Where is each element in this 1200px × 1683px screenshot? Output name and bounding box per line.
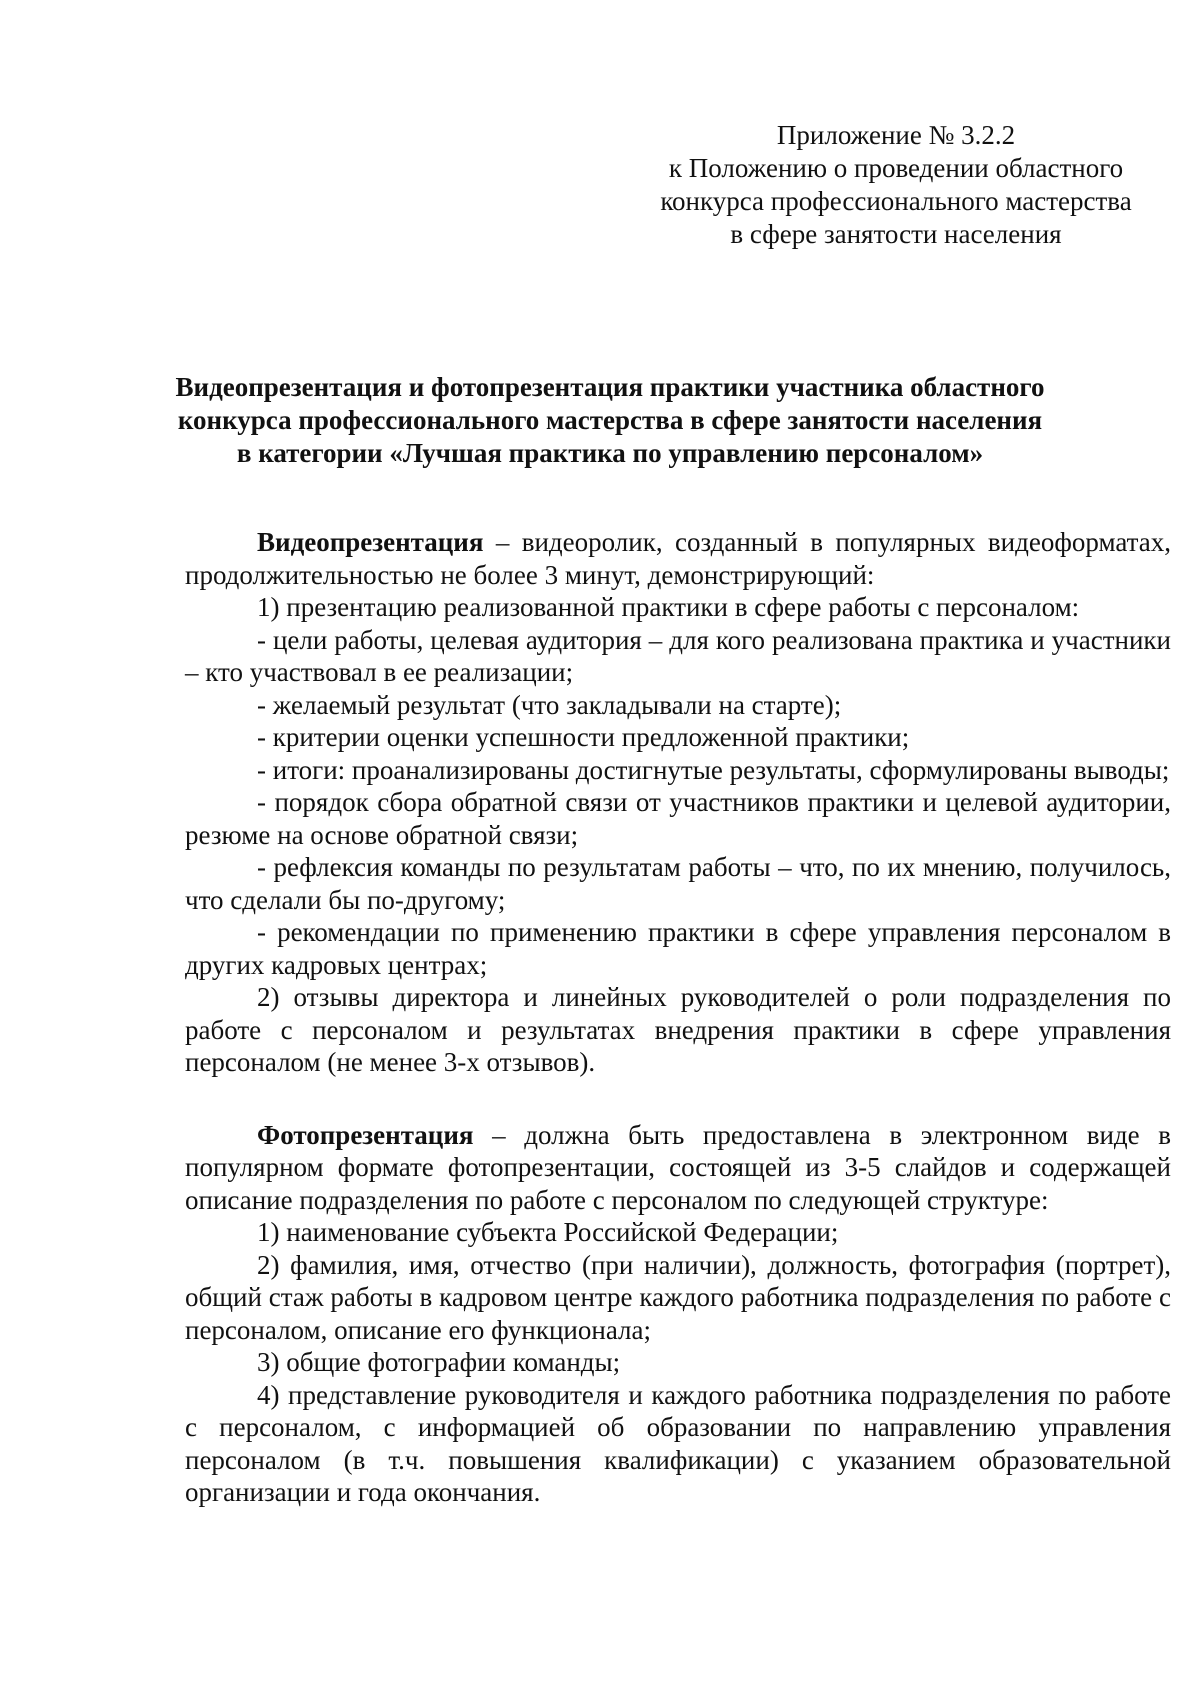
title-line: в категории «Лучшая практика по управлению персоналом» <box>236 438 984 468</box>
video-subitem-goals: - цели работы, целевая аудитория – для кого реализована практика и участники – кто участвовал в ее реализации; <box>185 624 1171 687</box>
photo-item-4: 4) представление руководителя и каждого работника подразделения по работе с персоналом, с информацией об образовании по направлению управления персоналом (в т.ч. повышения квалификации) с указанием образовательной организации и года окончания. <box>185 1379 1171 1507</box>
video-presentation-intro: – видеоролик, созданный в популярных видеоформатах, продолжительностью не более 3 минут, демонстрирующий: <box>185 527 1171 590</box>
title-line: конкурса профессионального мастерства в сфере занятости населения <box>177 405 1043 435</box>
section-spacer <box>185 1079 1171 1119</box>
appendix-reference-line: к Положению о проведении областного <box>668 153 1124 183</box>
appendix-reference-line: в сфере занятости населения <box>730 219 1062 249</box>
photo-presentation-intro: – должна быть предоставлена в электронном виде в популярном формате фотопрезентации, состоящей из 3-5 слайдов и содержащей описание подразделения по работе с персоналом по следующей структуре: <box>185 1119 1171 1215</box>
video-presentation-term: Видеопрезентация <box>257 527 484 557</box>
video-subitem-result: - желаемый результат (что закладывали на старте); <box>257 689 842 720</box>
document-title <box>150 371 1070 470</box>
video-item-1: 1) презентацию реализованной практики в сфере работы с персоналом: <box>257 592 1080 622</box>
appendix-reference-line: конкурса профессионального мастерства <box>660 186 1132 216</box>
photo-item-2: 2) фамилия, имя, отчество (при наличии), должность, фотография (портрет), общий стаж работы в кадровом центре каждого работника подразделения по работе с персоналом, описание его функционала; <box>185 1249 1171 1345</box>
title-line: Видеопрезентация и фотопрезентация практики участника областного <box>175 372 1045 402</box>
video-subitem-outcomes: - итоги: проанализированы достигнутые результаты, сформулированы выводы; <box>257 754 1170 785</box>
video-subitem-reflection: - рефлексия команды по результатам работы – что, по их мнению, получилось, что сделали бы по-другому; <box>185 852 1171 915</box>
document-body <box>185 526 1171 1509</box>
photo-presentation-term: Фотопрезентация <box>257 1119 474 1150</box>
photo-presentation-paragraph <box>185 1119 1171 1217</box>
video-item-2: 2) отзывы директора и линейных руководителей о роли подразделения по работе с персоналом и результатах внедрения практики в сфере управления персоналом (не менее 3-х отзывов). <box>185 982 1171 1077</box>
video-subitem-recommendations: - рекомендации по применению практики в сфере управления персоналом в других кадровых центрах; <box>185 917 1171 980</box>
photo-item-3: 3) общие фотографии команды; <box>257 1347 621 1377</box>
photo-item-1: 1) наименование субъекта Российской Федерации; <box>257 1217 839 1247</box>
video-presentation-paragraph <box>185 526 1171 591</box>
video-subitem-feedback: - порядок сбора обратной связи от участников практики и целевой аудитории, резюме на основе обратной связи; <box>185 787 1171 850</box>
video-subitem-criteria: - критерии оценки успешности предложенной практики; <box>257 722 910 752</box>
appendix-number: Приложение № 3.2.2 <box>776 120 1016 150</box>
appendix-header <box>636 119 1156 251</box>
